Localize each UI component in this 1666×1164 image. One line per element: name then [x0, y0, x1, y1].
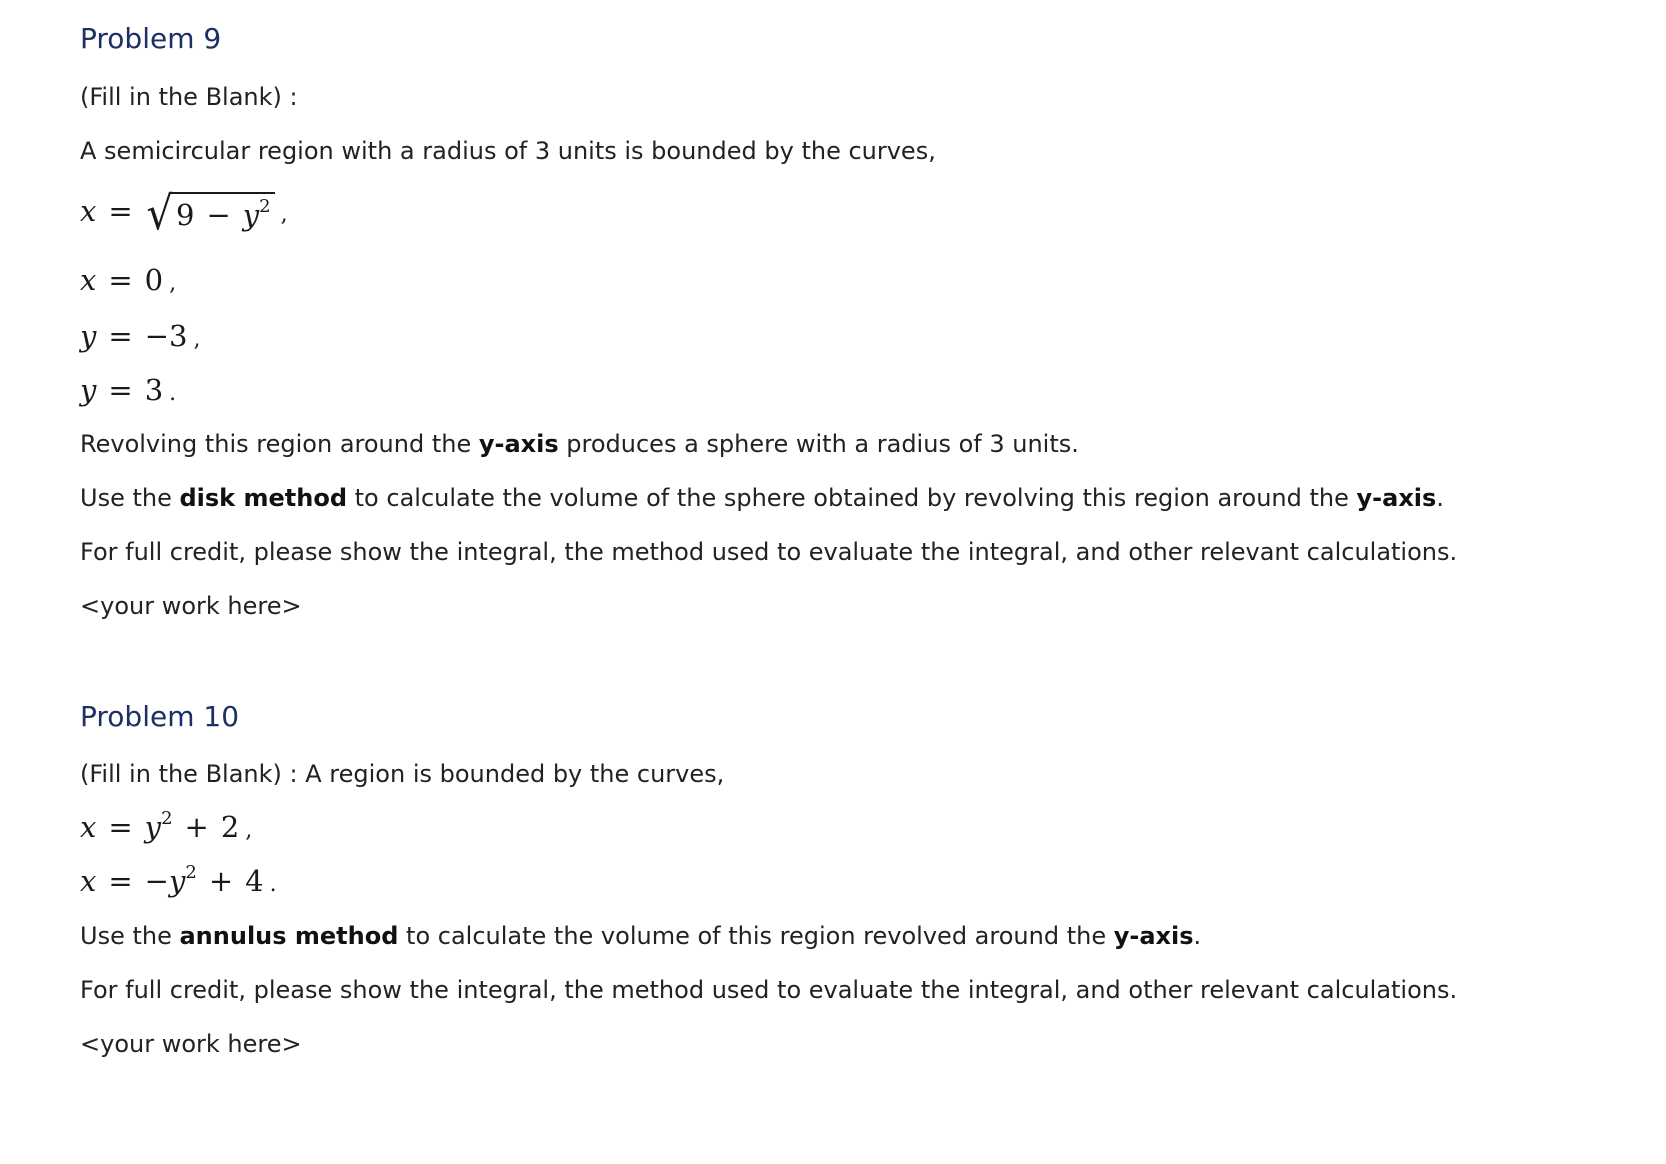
eq-var: y — [144, 810, 162, 844]
radical-sign-icon: √ — [146, 186, 173, 240]
problem-10-credit-text: For full credit, please show the integral, the method used to evaluate the integral, and other relevant calculations. — [80, 976, 1458, 1004]
eq-rel: = — [108, 263, 133, 297]
radicand-const: 9 — [175, 198, 195, 232]
eq-punct: , — [193, 327, 201, 352]
equation-y-three — [80, 373, 176, 407]
eq-lhs: y — [80, 319, 97, 353]
bold-term: disk method — [179, 484, 348, 512]
eq-rel: = — [108, 319, 133, 353]
eq-rel: = — [108, 864, 133, 898]
text-span: produces a sphere with a radius of 3 units. — [558, 430, 1079, 458]
equation-semicircle — [80, 186, 288, 240]
eq-exp: 2 — [161, 808, 173, 830]
text-span: to calculate the volume of the sphere obtained by revolving this region around the — [347, 484, 1357, 512]
problem-9-type-line: (Fill in the Blank) : — [80, 83, 298, 111]
equation-parabola-right — [80, 810, 252, 844]
eq-punct: , — [280, 202, 288, 227]
text-span: . — [1193, 922, 1202, 950]
radicand — [172, 192, 275, 232]
eq-lhs: x — [80, 810, 97, 844]
eq-punct: , — [169, 271, 177, 296]
eq-rel: = — [108, 194, 133, 228]
eq-neg: − — [144, 864, 169, 898]
text-span: . — [1436, 484, 1444, 512]
radicand-exp: 2 — [259, 196, 271, 218]
radicand-var: y — [242, 198, 260, 232]
eq-rel: = — [108, 810, 133, 844]
problem-9-intro: A semicircular region with a radius of 3 units is bounded by the curves, — [80, 137, 936, 165]
equation-y-neg-three — [80, 319, 200, 353]
eq-punct: . — [169, 381, 177, 406]
square-root — [145, 186, 275, 240]
problem-9-revolve-text — [80, 430, 1079, 458]
problem-10-intro: (Fill in the Blank) : A region is bounded by the curves, — [80, 760, 725, 788]
eq-lhs: x — [80, 864, 97, 898]
eq-exp: 2 — [185, 862, 197, 884]
eq-rhs: 0 — [144, 263, 164, 297]
eq-lhs: x — [80, 263, 97, 297]
text-span: to calculate the volume of this region revolved around the — [398, 922, 1114, 950]
problem-10-title: Problem 10 — [80, 700, 240, 733]
problem-10-method-text — [80, 922, 1201, 950]
equation-parabola-left — [80, 864, 277, 898]
problem-9-method-text — [80, 484, 1444, 512]
equation-x-zero — [80, 263, 176, 297]
text-span: Use the — [80, 922, 180, 950]
problem-9-credit-text: For full credit, please show the integral, the method used to evaluate the integral, and other relevant calculations. — [80, 538, 1458, 566]
bold-term: y-axis — [478, 430, 559, 458]
bold-term: annulus method — [179, 922, 399, 950]
eq-punct: , — [245, 818, 253, 843]
problem-9-work-placeholder[interactable]: <your work here> — [80, 592, 302, 620]
eq-lhs: y — [80, 373, 97, 407]
eq-lhs: x — [80, 194, 97, 228]
problem-9-title: Problem 9 — [80, 22, 222, 55]
eq-punct: . — [269, 872, 277, 897]
eq-op: + — [184, 810, 209, 844]
bold-term: y-axis — [1356, 484, 1437, 512]
bold-term: y-axis — [1113, 922, 1194, 950]
eq-var: y — [168, 864, 186, 898]
text-span: Revolving this region around the — [80, 430, 479, 458]
eq-rel: = — [108, 373, 133, 407]
text-span: Use the — [80, 484, 180, 512]
problem-10-work-placeholder[interactable]: <your work here> — [80, 1030, 302, 1058]
eq-op: + — [208, 864, 234, 898]
radicand-minus: − — [206, 198, 231, 232]
eq-const: 2 — [220, 810, 240, 844]
eq-rhs: 3 — [144, 373, 164, 407]
eq-const: 4 — [245, 864, 264, 898]
eq-rhs: −3 — [144, 319, 188, 353]
